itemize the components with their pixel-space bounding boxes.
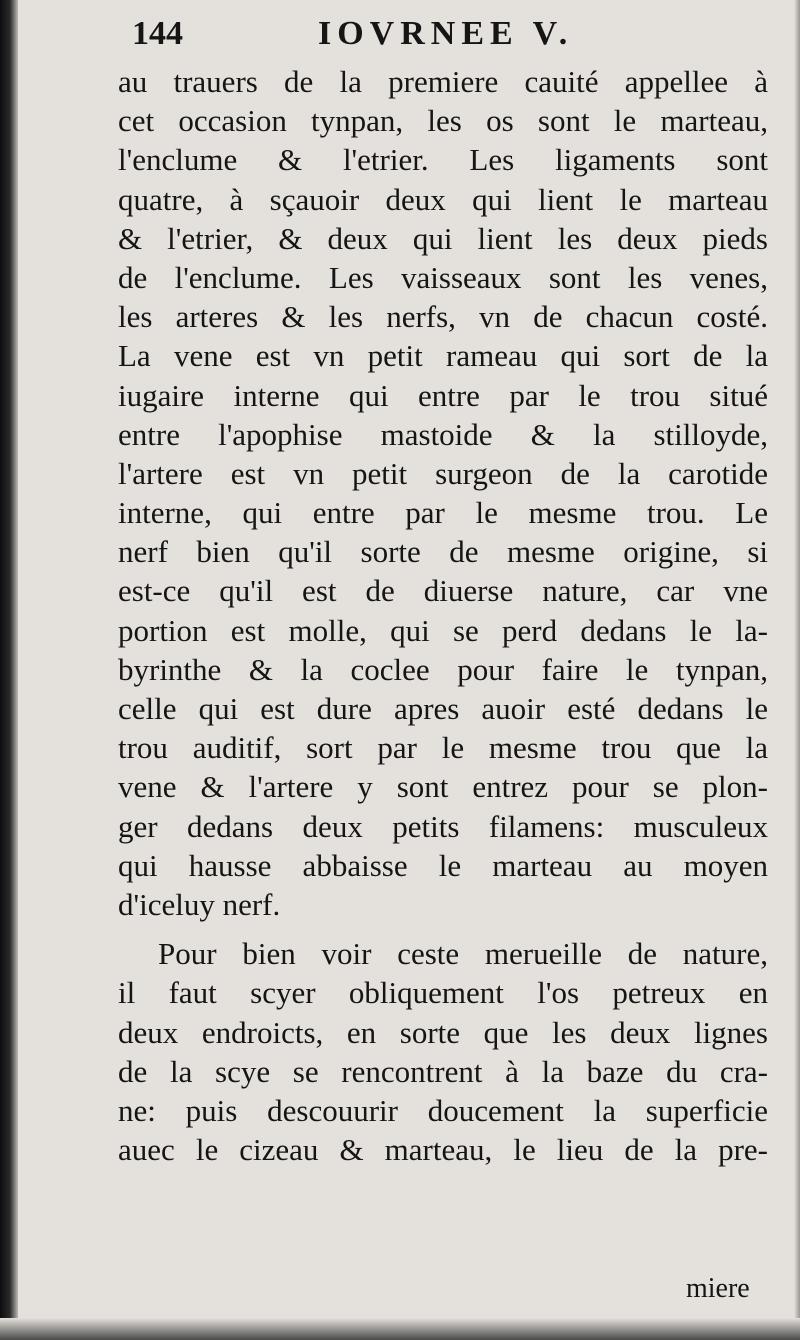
- running-head: IOVRNEE V.: [318, 15, 574, 52]
- page-edge-shadow: [794, 0, 800, 1340]
- text-line: interne, qui entre par le mesme trou. Le: [118, 495, 768, 531]
- text-line: La vene est vn petit rameau qui sort de la: [118, 338, 768, 374]
- page-header: [132, 12, 762, 56]
- text-line: nerf bien qu'il sorte de mesme origine, si: [118, 534, 768, 570]
- text-line: cet occasion tynpan, les os sont le marteau,: [118, 103, 768, 139]
- text-line: de la scye se rencontrent à la baze du cra-: [118, 1053, 768, 1089]
- text-line: il faut scyer obliquement l'os petreux en: [118, 975, 768, 1011]
- text-line: de l'enclume. Les vaisseaux sont les venes,: [118, 259, 768, 295]
- text-line: celle qui est dure apres auoir esté dedans le: [118, 691, 768, 726]
- text-line: byrinthe & la coclee pour faire le tynpan,: [118, 651, 768, 687]
- text-line: auec le cizeau & marteau, le lieu de la pre-: [118, 1132, 768, 1168]
- page-binding-shadow: [0, 0, 18, 1340]
- page-number: 144: [132, 15, 183, 52]
- page-bottom-shadow: [0, 1318, 800, 1340]
- text-line: au trauers de la premiere cauité appellee à: [118, 64, 768, 99]
- text-line: deux endroicts, en sorte que les deux lignes: [118, 1014, 768, 1050]
- text-line: trou auditif, sort par le mesme trou que la: [118, 730, 768, 766]
- paragraph-gap: [118, 924, 768, 934]
- paragraph-1: [118, 62, 768, 924]
- text-line: iugaire interne qui entre par le trou situé: [118, 377, 768, 413]
- body-text: [118, 62, 768, 1169]
- text-line: entre l'apophise mastoide & la stilloyde,: [118, 416, 768, 452]
- text-line: vene & l'artere y sont entrez pour se plon-: [118, 769, 768, 805]
- text-line: les arteres & les nerfs, vn de chacun costé.: [118, 299, 768, 335]
- catchword: miere: [686, 1273, 750, 1304]
- text-line: portion est molle, qui se perd dedans le la-: [118, 612, 768, 648]
- text-line: est-ce qu'il est de diuerse nature, car vne: [118, 573, 768, 609]
- text-line: Pour bien voir ceste merueille de nature,: [158, 936, 768, 972]
- text-line: ger dedans deux petits filamens: musculeux: [118, 808, 768, 844]
- text-line: l'artere est vn petit surgeon de la carotide: [118, 455, 768, 491]
- paragraph-2: [118, 934, 768, 1169]
- text-line: quatre, à sçauoir deux qui lient le marteau: [118, 181, 768, 217]
- text-line: ne: puis descouurir doucement la superficie: [118, 1092, 768, 1128]
- text-line: & l'etrier, & deux qui lient les deux pieds: [118, 220, 768, 256]
- text-line: qui hausse abbaisse le marteau au moyen: [118, 847, 768, 883]
- text-line: l'enclume & l'etrier. Les ligaments sont: [118, 142, 768, 178]
- text-line: d'iceluy nerf.: [118, 886, 281, 922]
